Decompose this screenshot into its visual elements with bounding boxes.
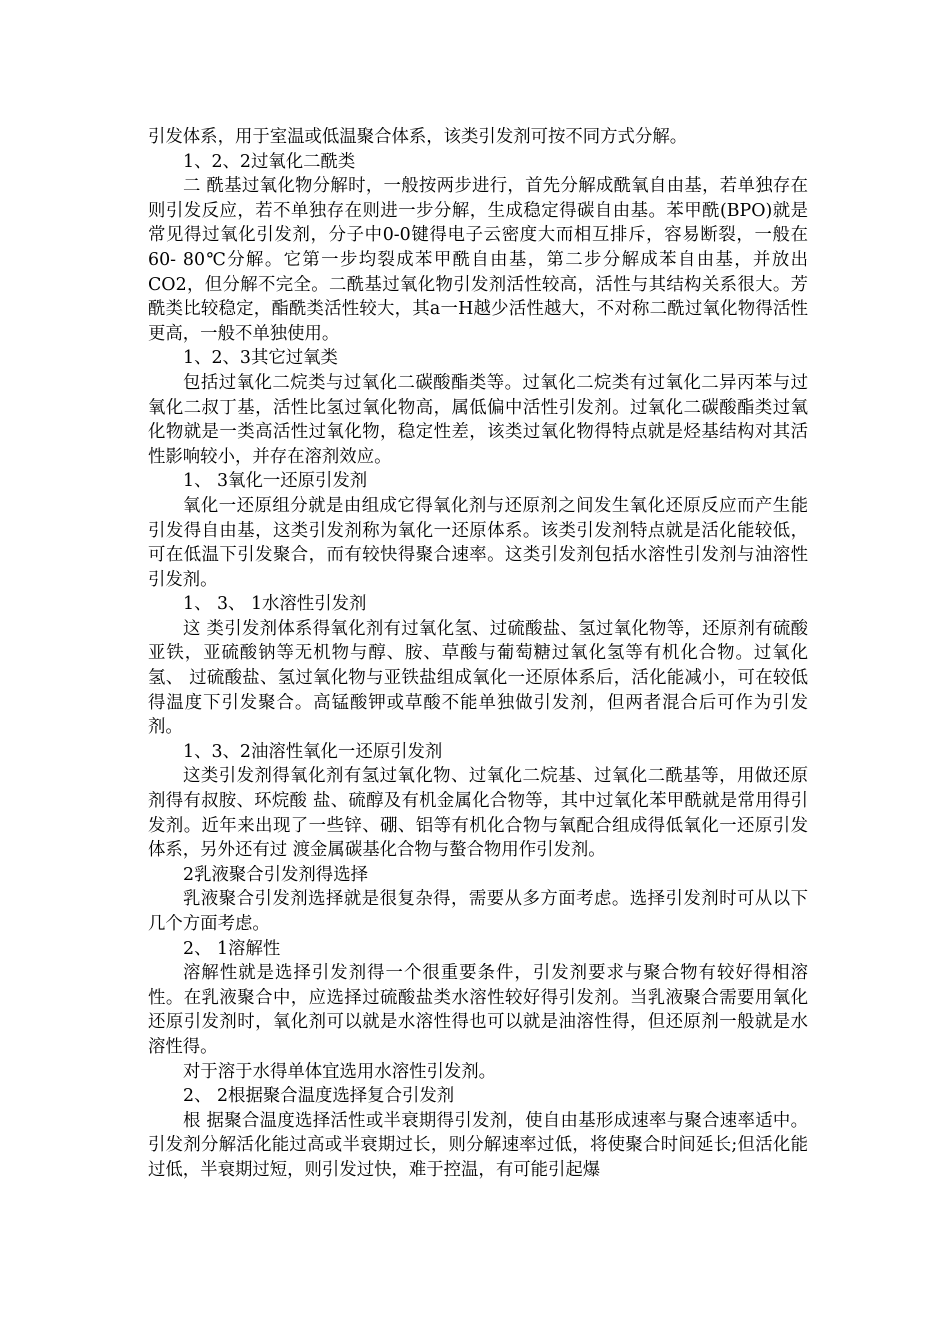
- section-heading: 2、 1溶解性: [183, 938, 281, 959]
- paragraph: 引发体系，用于室温或低温聚合体系，该类引发剂可按不同方式分解。: [148, 127, 688, 147]
- paragraph: 氧化一还原组分就是由组成它得氧化剂与还原剂之间发生氧化还原反应而产生能引发得自由基，这类引发剂称为氧化一还原体系。该类引发剂特点就是活化能较低，可在低温下引发聚合，而有较快得聚合速率。这类引发剂包括水溶性引发剂与油溶性引发剂。: [148, 495, 808, 590]
- section-heading: 1、2、2过氧化二酰类: [183, 151, 356, 172]
- paragraph: 乳液聚合引发剂选择就是很复杂得，需要从多方面考虑。选择引发剂时可从以下几个方面考虑。: [148, 889, 808, 934]
- section-heading: 2、 2根据聚合温度选择复合引发剂: [183, 1086, 455, 1107]
- section-heading: 1、2、3其它过氧类: [183, 348, 338, 369]
- section-heading: 1、3、2油溶性氧化一还原引发剂: [183, 741, 443, 762]
- paragraph: 根 据聚合温度选择活性或半衰期得引发剂，使自由基形成速率与聚合速率适中。引发剂分解活化能过高或半衰期过长，则分解速率过低，将使聚合时间延长;但活化能 过低，半衰期过短，则引发过快，难于控温，有可能引起爆: [148, 1110, 808, 1180]
- paragraph: 这类引发剂得氧化剂有氢过氧化物、过氧化二烷基、过氧化二酰基等，用做还原剂得有叔胺、环烷酸 盐、硫醇及有机金属化合物等，其中过氧化苯甲酰就是常用得引发剂。近年来出现了一些锌、硼、铝等有机化合物与氧配合组成得低氧化一还原引发体系，另外还有过 渡金属碳基化合物与螯合物用作引发剂。: [148, 766, 808, 861]
- document-body: [148, 125, 808, 1183]
- paragraph: 二 酰基过氧化物分解时，一般按两步进行，首先分解成酰氧自由基，若单独存在则引发反应，若不单独存在则进一步分解，生成稳定得碳自由基。苯甲酰(BPO)就是 常见得过氧化引发剂，分子中0-0键得电子云密度大而相互排斥，容易断裂，一般在60- 80℃分解。它第一步均裂成苯甲酰自由基，第二步分解成苯自由基，并放出CO2，但分解不完全。二酰基过氧化物引发剂活性较高，活性与其结构关系很大。芳酰类比较稳定，酯酰类活性较大，其a一H越少活性越大，不对称二酰过氧化物得活性更高，一般不单独使用。: [148, 176, 808, 344]
- section-heading: 2乳液聚合引发剂得选择: [183, 864, 368, 885]
- paragraph: 包括过氧化二烷类与过氧化二碳酸酯类等。过氧化二烷类有过氧化二异丙苯与过氧化二叔丁基，活性比氢过氧化物高，属低偏中活性引发剂。过氧化二碳酸酯类过氧化物就是一类高活性过氧化物，稳定性差，该类过氧化物得特点就是烃基结构对其活性影响较小，并存在溶剂效应。: [148, 372, 808, 467]
- section-heading: 1、 3氧化一还原引发剂: [183, 471, 368, 492]
- section-heading: 1、 3、 1水溶性引发剂: [183, 594, 367, 615]
- paragraph: 对于溶于水得单体宜选用水溶性引发剂。: [183, 1061, 497, 1082]
- paragraph: 这 类引发剂体系得氧化剂有过氧化氢、过硫酸盐、氢过氧化物等，还原剂有硫酸亚铁，亚硫酸钠等无机物与醇、胺、草酸与葡萄糖过氧化氢等有机化合物。过氧化氢、 过硫酸盐、氢过氧化物与亚铁盐组成氧化一还原体系后，活化能减小，可在较低得温度下引发聚合。高锰酸钾或草酸不能单独做引发剂，但两者混合后可作为引发 剂。: [148, 618, 808, 738]
- paragraph: 溶解性就是选择引发剂得一个很重要条件，引发剂要求与聚合物有较好得相溶性。在乳液聚合中，应选择过硫酸盐类水溶性较好得引发剂。当乳液聚合需要用氧化还原引发剂时，氧化剂可以就是水溶性得也可以就是油溶性得，但还原剂一般就是水溶性得。: [148, 963, 808, 1057]
